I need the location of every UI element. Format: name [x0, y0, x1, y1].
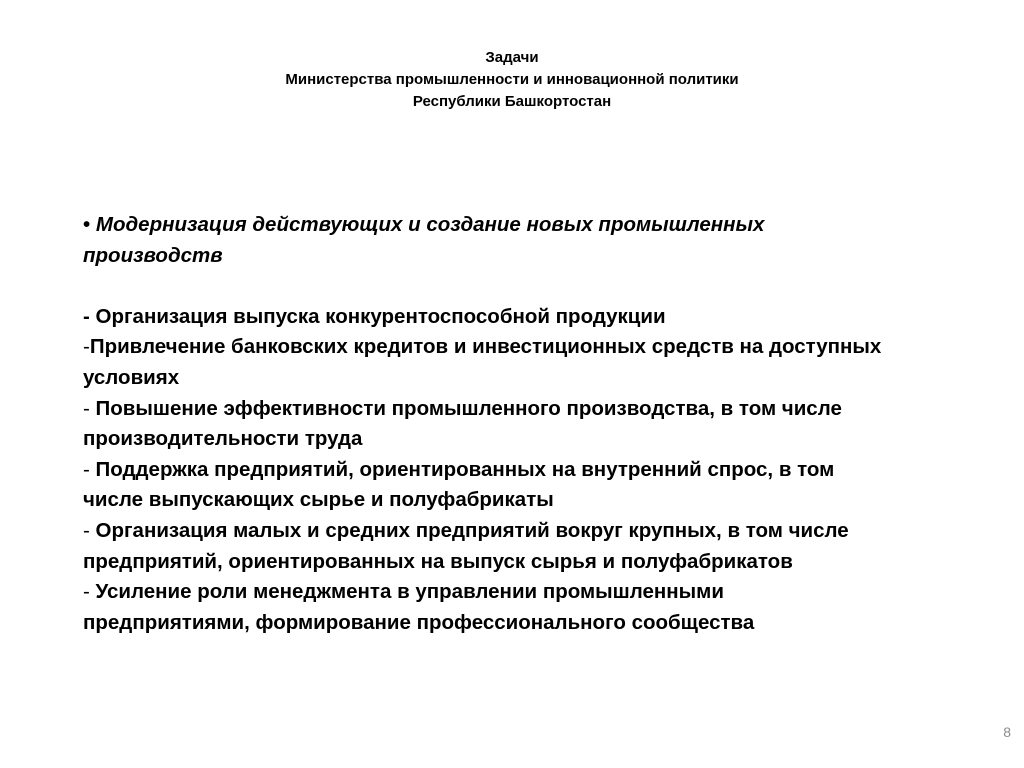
task-item	[83, 455, 963, 486]
slide-title	[0, 47, 1024, 113]
item-text-line2: предприятиями, формирование профессионального сообщества	[83, 610, 755, 634]
item-text-line1: Повышение эффективности промышленного производства, в том числе	[95, 396, 842, 420]
item-text-line1: Усиление роли менеджмента в управлении промышленными	[95, 580, 724, 604]
item-dash: -	[83, 457, 96, 481]
bullet-marker: •	[83, 213, 91, 236]
item-dash: -	[83, 396, 96, 420]
task-item	[83, 302, 963, 333]
item-text-line2: условиях	[83, 365, 180, 389]
spacer	[83, 271, 963, 302]
item-text-line1: Организация малых и средних предприятий вокруг крупных, в том числе	[95, 518, 849, 542]
bullet-heading-text-line1: Модернизация действующих и создание новых промышленных	[95, 213, 765, 236]
title-line-1: Задачи	[485, 49, 539, 66]
task-item	[83, 394, 963, 425]
item-text-line2: предприятий, ориентированных на выпуск сырья и полуфабрикатов	[83, 549, 793, 573]
item-text-line2: числе выпускающих сырье и полуфабрикаты	[83, 488, 554, 512]
bullet-heading	[83, 210, 963, 241]
item-dash: -	[83, 304, 96, 328]
page-number: 8	[1003, 724, 1011, 740]
title-line-2: Министерства промышленности и инновационной политики	[285, 71, 739, 88]
item-dash: -	[83, 580, 96, 604]
title-line-3: Республики Башкортостан	[412, 93, 612, 110]
item-text-line1: Поддержка предприятий, ориентированных на внутренний спрос, в том	[95, 457, 835, 481]
item-text-line1: Организация выпуска конкурентоспособной продукции	[95, 304, 666, 328]
item-text-line1: Привлечение банковских кредитов и инвестиционных средств на доступных	[89, 335, 882, 359]
task-item	[83, 577, 963, 608]
slide-content	[83, 210, 963, 638]
task-item	[83, 516, 963, 547]
item-dash: -	[83, 335, 90, 359]
item-dash: -	[83, 518, 96, 542]
bullet-heading-text-line2: производств	[83, 243, 223, 267]
task-item	[83, 332, 963, 363]
item-text-line2: производительности труда	[83, 427, 363, 451]
